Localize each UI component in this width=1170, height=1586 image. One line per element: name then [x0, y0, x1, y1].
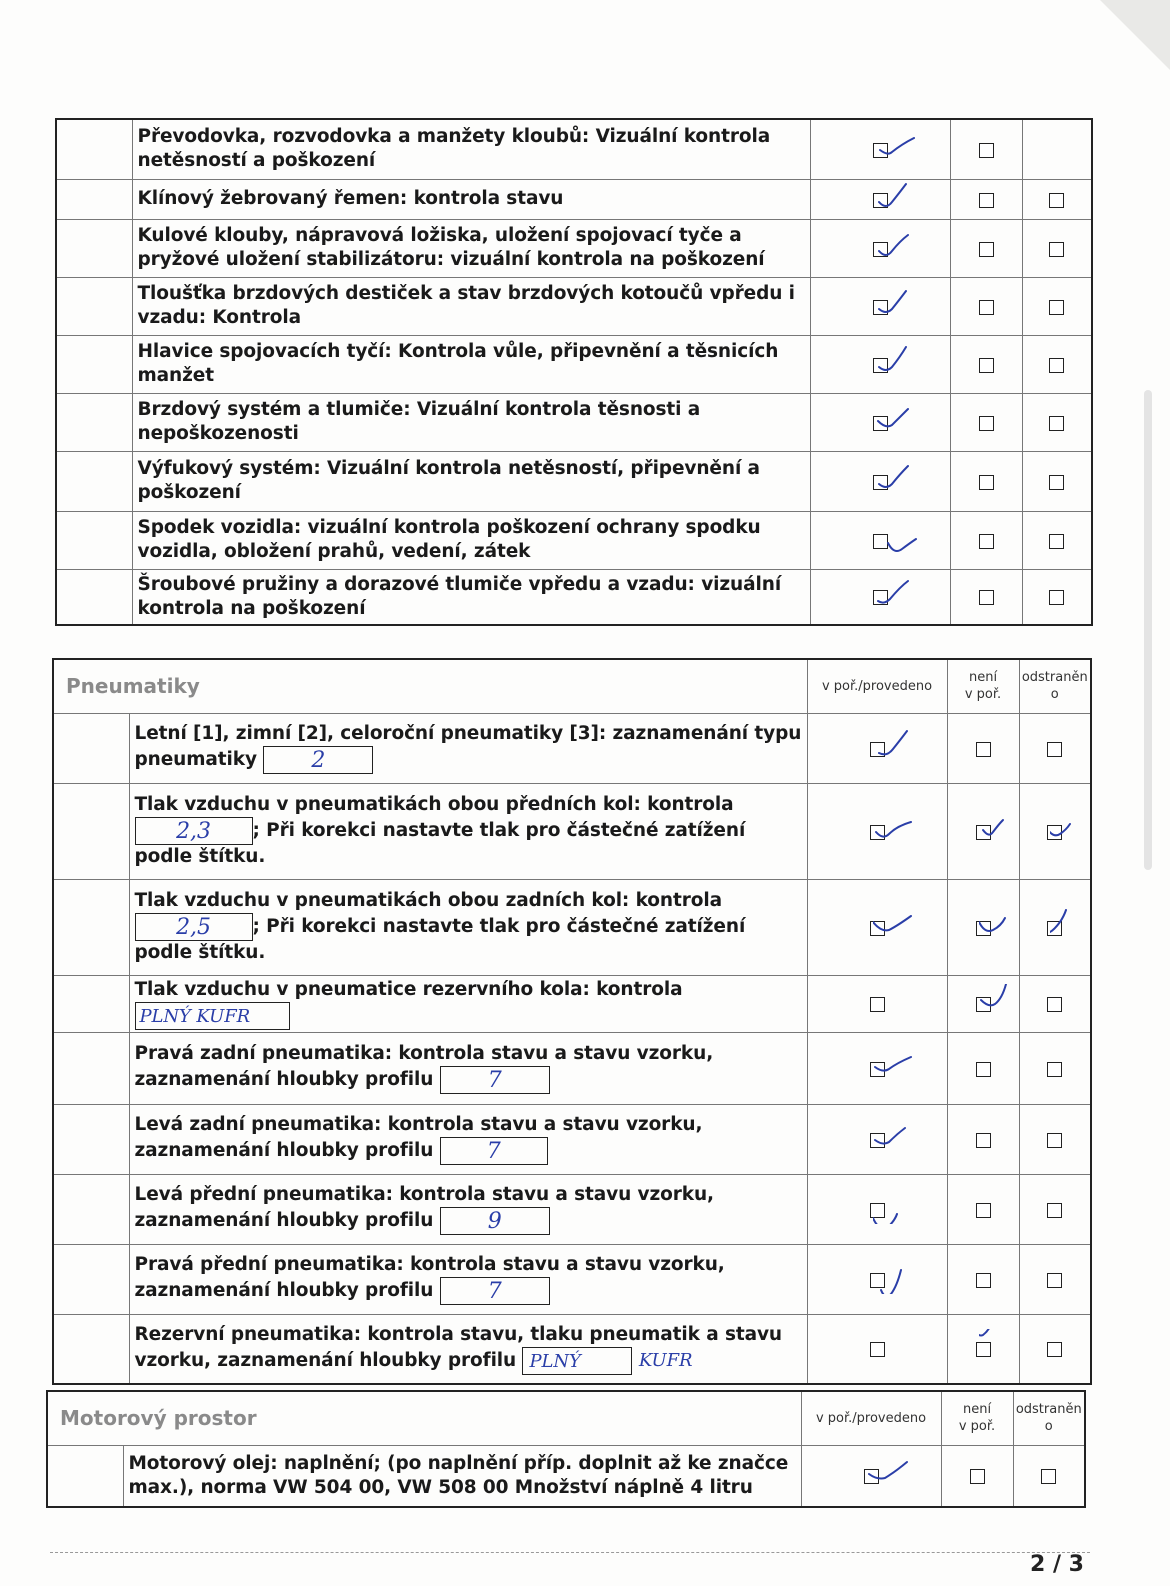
table-row [53, 783, 1091, 879]
not-ok-checkbox[interactable] [976, 742, 991, 757]
fixed-checkbox[interactable] [1049, 475, 1064, 490]
row-text: Spodek vozidla: vizuální kontrola poškození ochrany spodku vozidla, obložení prahů, vedení, zátek [132, 511, 810, 569]
row-text: Klínový žebrovaný řemen: kontrola stavu [132, 179, 810, 219]
table-row [56, 511, 1092, 569]
ok-checkbox[interactable] [870, 921, 885, 936]
spare-pressure-field[interactable]: PLNÝ KUFR [135, 1002, 290, 1030]
ok-checkbox[interactable] [870, 1133, 885, 1148]
col-header-ok: v poř./provedeno [801, 1391, 941, 1445]
ok-checkbox[interactable] [873, 416, 888, 431]
check-mark-icon [876, 229, 918, 263]
check-mark-icon [979, 908, 1021, 942]
not-ok-checkbox[interactable] [976, 1342, 991, 1357]
fixed-checkbox[interactable] [1049, 416, 1064, 431]
ok-cell [810, 119, 950, 179]
row-text: Tlak vzduchu v pneumatikách obou zadních kol: kontrola 2,5 ; Při korekci nastavte tlak pro částečné zatížení podle štítku. [129, 879, 807, 975]
fixed-checkbox[interactable] [1047, 825, 1062, 840]
not-ok-checkbox[interactable] [979, 358, 994, 373]
check-mark-icon [873, 1190, 915, 1224]
not-ok-checkbox[interactable] [976, 1062, 991, 1077]
check-mark-icon [876, 521, 918, 555]
rear-pressure-field[interactable]: 2,5 [135, 913, 253, 941]
ok-checkbox[interactable] [873, 242, 888, 257]
folded-corner [1100, 0, 1170, 70]
section-header [47, 1391, 1085, 1445]
check-mark-icon [873, 1260, 915, 1294]
check-mark-icon [873, 908, 915, 942]
fixed-checkbox[interactable] [1047, 1062, 1062, 1077]
not-ok-checkbox[interactable] [976, 921, 991, 936]
ok-checkbox[interactable] [873, 300, 888, 315]
table-row [53, 1244, 1091, 1314]
row-text: Výfukový systém: Vizuální kontrola netěsností, připevnění a poškození [132, 451, 810, 511]
fixed-checkbox[interactable] [1041, 1469, 1056, 1484]
check-mark-icon [867, 1456, 909, 1490]
spare-depth-field[interactable]: PLNÝ [522, 1347, 632, 1375]
row-text: Tlak vzduchu v pneumatikách obou předních kol: kontrola 2,3 ; Při korekci nastavte tlak pro částečné zatížení podle štítku. [129, 783, 807, 879]
rear-right-depth-field[interactable]: 7 [440, 1066, 550, 1094]
fixed-checkbox[interactable] [1047, 1273, 1062, 1288]
tyre-type-field[interactable]: 2 [263, 746, 373, 774]
check-mark-icon [979, 812, 1021, 846]
not-ok-checkbox[interactable] [976, 1133, 991, 1148]
check-mark-icon [873, 1120, 915, 1154]
not-ok-checkbox[interactable] [979, 300, 994, 315]
row-text: Hlavice spojovacích tyčí: Kontrola vůle, připevnění a těsnicích manžet [132, 335, 810, 393]
fixed-checkbox[interactable] [1047, 742, 1062, 757]
col-header-not-ok: není v poř. [947, 659, 1019, 713]
page-number: 2 / 3 [1030, 1552, 1084, 1577]
ok-checkbox[interactable] [870, 742, 885, 757]
check-mark-icon [876, 180, 918, 214]
row-text: Kulové klouby, nápravová ložiska, uložení spojovací tyče a pryžové uložení stabilizátoru: vizuální kontrola na poškození [132, 219, 810, 277]
row-text: Rezervní pneumatika: kontrola stavu, tlaku pneumatik a stavu vzorku, zaznamenání hloubky profilu PLNÝ KUFR [129, 1314, 807, 1384]
fixed-checkbox[interactable] [1049, 193, 1064, 208]
ok-checkbox[interactable] [873, 193, 888, 208]
check-mark-icon [979, 984, 1021, 1018]
fixed-checkbox[interactable] [1047, 997, 1062, 1012]
table-row [53, 879, 1091, 975]
front-left-depth-field[interactable]: 9 [440, 1207, 550, 1235]
not-ok-checkbox[interactable] [976, 997, 991, 1012]
section-header [53, 659, 1091, 713]
ok-checkbox[interactable] [870, 825, 885, 840]
not-ok-checkbox[interactable] [979, 143, 994, 158]
table-row [56, 179, 1092, 219]
not-ok-checkbox[interactable] [979, 242, 994, 257]
check-mark-icon [876, 462, 918, 496]
fixed-checkbox[interactable] [1047, 1203, 1062, 1218]
col-header-fixed: odstraněn o [1013, 1391, 1085, 1445]
ok-checkbox[interactable] [870, 997, 885, 1012]
rear-left-depth-field[interactable]: 7 [440, 1137, 548, 1165]
check-mark-icon [876, 577, 918, 611]
table-row [56, 569, 1092, 625]
table-row [56, 451, 1092, 511]
not-ok-cell [950, 119, 1022, 179]
scan-edge-shadow [1144, 390, 1152, 870]
ok-checkbox[interactable] [870, 1273, 885, 1288]
front-pressure-field[interactable]: 2,3 [135, 817, 253, 845]
fixed-cell [1022, 119, 1092, 179]
table-row [53, 1174, 1091, 1244]
fixed-checkbox[interactable] [1047, 921, 1062, 936]
ok-checkbox[interactable] [873, 475, 888, 490]
check-mark-icon [876, 287, 918, 321]
table-row [56, 393, 1092, 451]
table-row [53, 713, 1091, 783]
table-row [56, 277, 1092, 335]
footer-rule [50, 1552, 1090, 1553]
col-header-not-ok: není v poř. [941, 1391, 1013, 1445]
spare-depth-note: KUFR [638, 1349, 693, 1371]
ok-checkbox[interactable] [864, 1469, 879, 1484]
ok-checkbox[interactable] [873, 143, 888, 158]
col-header-fixed: odstraněn o [1019, 659, 1091, 713]
row-text: Převodovka, rozvodovka a manžety kloubů: Vizuální kontrola netěsností a poškození [132, 119, 810, 179]
not-ok-checkbox[interactable] [976, 1273, 991, 1288]
table-row [53, 1032, 1091, 1104]
fixed-checkbox[interactable] [1049, 300, 1064, 315]
not-ok-checkbox[interactable] [976, 1203, 991, 1218]
fixed-checkbox[interactable] [1047, 1342, 1062, 1357]
not-ok-checkbox[interactable] [979, 590, 994, 605]
table-row [53, 975, 1091, 1032]
table-row [56, 119, 1092, 179]
check-mark-icon [873, 812, 915, 846]
check-mark-icon [1050, 908, 1092, 942]
row-text: Tloušťka brzdových destiček a stav brzdových kotoučů vpředu i vzadu: Kontrola [132, 277, 810, 335]
ok-checkbox[interactable] [873, 534, 888, 549]
not-ok-checkbox[interactable] [979, 416, 994, 431]
check-mark-icon [876, 403, 918, 437]
not-ok-checkbox[interactable] [979, 193, 994, 208]
check-mark-icon [1050, 812, 1092, 846]
ok-checkbox[interactable] [873, 358, 888, 373]
row-text: Motorový olej: naplnění; (po naplnění příp. doplnit až ke značce max.), norma VW 504 00, VW 508 00 Množství náplně 4 litru [123, 1445, 801, 1507]
row-text: Brzdový systém a tlumiče: Vizuální kontrola těsnosti a nepoškozenosti [132, 393, 810, 451]
table-row [56, 335, 1092, 393]
section-title: Motorový prostor [47, 1391, 801, 1445]
row-text: Letní [1], zimní [2], celoroční pneumatiky [3]: zaznamenání typu pneumatiky 2 [129, 713, 807, 783]
fixed-checkbox[interactable] [1049, 242, 1064, 257]
check-mark-icon [873, 1049, 915, 1083]
fixed-checkbox[interactable] [1049, 590, 1064, 605]
ok-checkbox[interactable] [873, 590, 888, 605]
table-row [47, 1445, 1085, 1507]
ok-checkbox[interactable] [870, 1203, 885, 1218]
row-text: Šroubové pružiny a dorazové tlumiče vpředu a vzadu: vizuální kontrola na poškození [132, 569, 810, 625]
check-mark-icon [979, 1329, 1021, 1363]
row-text: Pravá přední pneumatika: kontrola stavu a stavu vzorku, zaznamenání hloubky profilu 7 [129, 1244, 807, 1314]
front-right-depth-field[interactable]: 7 [440, 1277, 550, 1305]
row-text: Pravá zadní pneumatika: kontrola stavu a stavu vzorku, zaznamenání hloubky profilu 7 [129, 1032, 807, 1104]
ok-checkbox[interactable] [870, 1342, 885, 1357]
not-ok-checkbox[interactable] [979, 534, 994, 549]
not-ok-checkbox[interactable] [976, 825, 991, 840]
not-ok-checkbox[interactable] [979, 475, 994, 490]
table-row [53, 1104, 1091, 1174]
fixed-checkbox[interactable] [1047, 1133, 1062, 1148]
row-text: Tlak vzduchu v pneumatice rezervního kola: kontrola PLNÝ KUFR [129, 975, 807, 1032]
table-row [53, 1314, 1091, 1384]
check-mark-icon [876, 345, 918, 379]
row-text: Levá přední pneumatika: kontrola stavu a stavu vzorku, zaznamenání hloubky profilu 9 [129, 1174, 807, 1244]
section-title: Pneumatiky [53, 659, 807, 713]
check-mark-icon [876, 130, 918, 164]
fixed-checkbox[interactable] [1049, 534, 1064, 549]
section-chassis-table [55, 118, 1093, 626]
ok-checkbox[interactable] [870, 1062, 885, 1077]
row-text: Levá zadní pneumatika: kontrola stavu a stavu vzorku, zaznamenání hloubky profilu 7 [129, 1104, 807, 1174]
check-mark-icon [873, 729, 915, 763]
col-header-ok: v poř./provedeno [807, 659, 947, 713]
table-row [56, 219, 1092, 277]
not-ok-checkbox[interactable] [970, 1469, 985, 1484]
section-tyres-table [52, 658, 1092, 1385]
section-engine-table [46, 1390, 1086, 1508]
fixed-checkbox[interactable] [1049, 358, 1064, 373]
